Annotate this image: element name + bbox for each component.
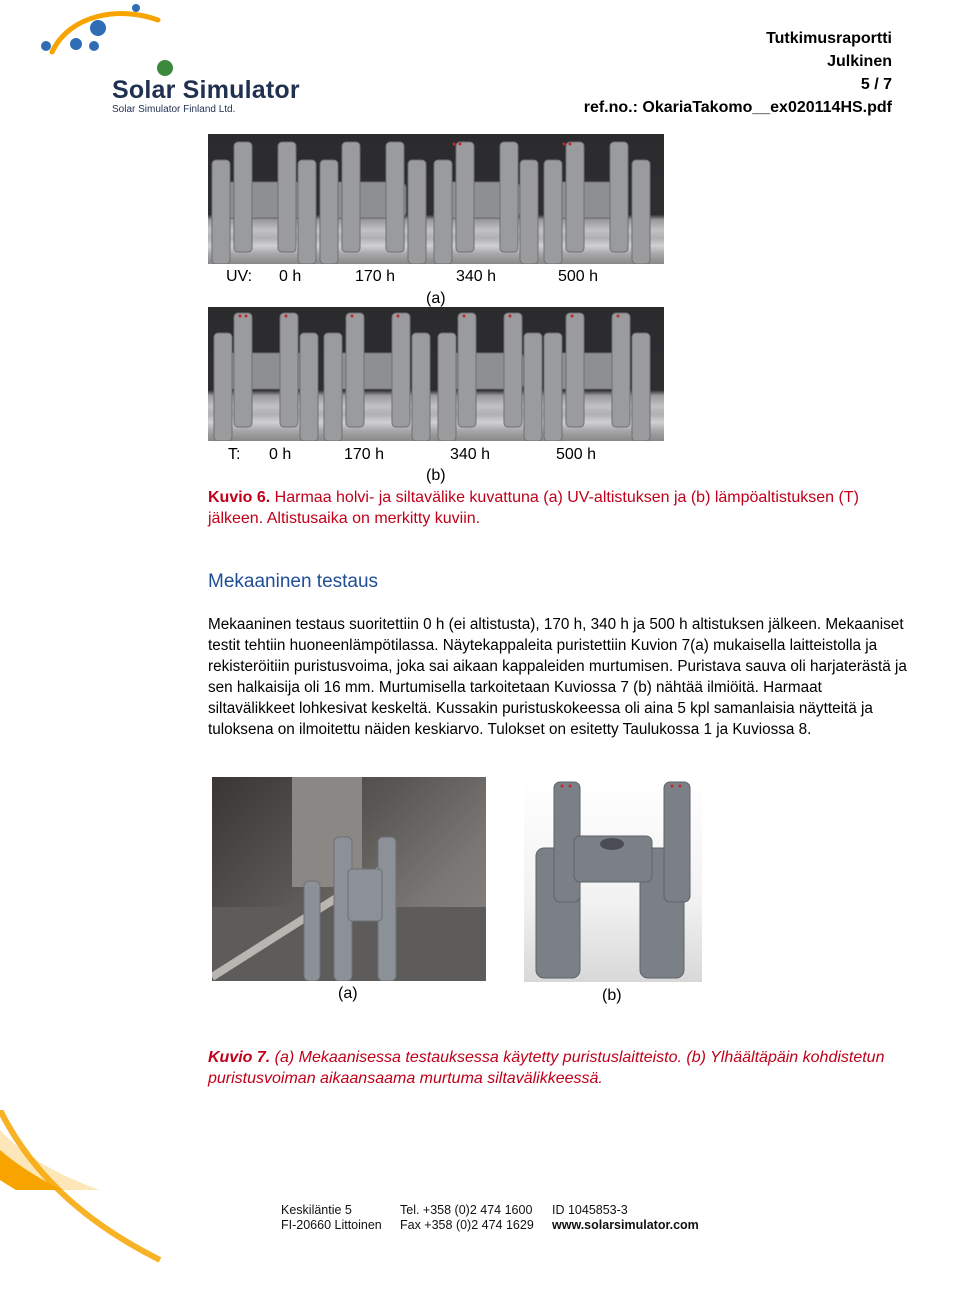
figure6-sub-b-label: (b) [426, 467, 446, 484]
document-classification: Julkinen [827, 53, 892, 70]
thermal-time-label: 170 h [344, 446, 385, 463]
uv-prefix-label: UV: [226, 268, 253, 285]
figure6-caption-label: Kuvio 6. [208, 489, 271, 506]
figure6-caption [208, 487, 898, 529]
figure6-caption-text: Harmaa holvi- ja siltavälike kuvattuna (a) UV-altistuksen ja (b) lämpöaltistuksen (T) jälkeen. Altistusaika on merkitty kuviin. [208, 489, 859, 527]
page-number: 5 / 7 [860, 76, 892, 93]
footer-phone: Tel. +358 (0)2 474 1600 [400, 1203, 533, 1217]
thermal-time-label: 0 h [269, 446, 292, 463]
footer-address-line2: FI-20660 Littoinen [281, 1218, 382, 1232]
thermal-exposure-photo [208, 307, 664, 441]
document-type: Tutkimusraportti [766, 30, 892, 47]
uv-time-label: 0 h [279, 268, 302, 285]
compression-rig-photo [212, 777, 486, 981]
document-reference: ref.no.: OkariaTakomo__ex020114HS.pdf [583, 99, 892, 116]
footer-business-id: ID 1045853-3 [552, 1203, 628, 1217]
thermal-time-label: 500 h [556, 446, 597, 463]
brand-name: Solar Simulator [112, 76, 300, 104]
section-heading: Mekaaninen testaus [208, 571, 379, 592]
brand-subtitle: Solar Simulator Finland Ltd. [112, 104, 236, 115]
figure7-sub-b-label: (b) [602, 987, 622, 1004]
figure7-caption [208, 1047, 898, 1089]
figure6-sub-a-label: (a) [426, 290, 446, 307]
footer-website-link[interactable]: www.solarsimulator.com [552, 1218, 699, 1232]
figure7-caption-label: Kuvio 7. [208, 1049, 271, 1066]
footer-address-line1: Keskiläntie 5 [281, 1203, 352, 1217]
figure7-sub-a-label: (a) [338, 985, 358, 1002]
uv-exposure-photo [208, 134, 664, 264]
uv-time-label: 500 h [558, 268, 599, 285]
company-logo-icon [30, 0, 190, 80]
figure7-caption-text: (a) Mekaanisessa testauksessa käytetty puristuslaitteisto. (b) Ylhäältäpäin kohdistetun puristusvoiman aikaansaama murtuma siltavälikkeessä. [208, 1049, 885, 1087]
footer-fax: Fax +358 (0)2 474 1629 [400, 1218, 534, 1232]
thermal-prefix-label: T: [228, 446, 241, 463]
fractured-spacer-photo [524, 778, 702, 982]
section-body: Mekaaninen testaus suoritettiin 0 h (ei altistusta), 170 h, 340 h ja 500 h altistuksen jälkeen. Mekaaniset testit tehtiin huoneenlämpötilassa. Näytekappaleita puristettiin Kuvion 7(a) mukaisella laitteistolla ja rekisteröitiin puristusvoima, joka sai aikaan kappaleiden murtumisen. Puristava sauva oli harjaterästä ja sen halkaisija oli 16 mm. Murtumisella tarkoitetaan Kuviossa 7 (b) nähtää ilmiöitä. Harmaat siltavälikkeet lohkesivat keskeltä. Kussakin puristuskokeessa oli aina 5 kpl samanlaisia näytteitä ja tuloksena on ilmoitettu näiden keskiarvo. Tulokset on esitetty Taulukossa 1 ja Kuviossa 8. [208, 616, 907, 738]
uv-time-label: 340 h [456, 268, 497, 285]
uv-time-label: 170 h [355, 268, 396, 285]
thermal-time-label: 340 h [450, 446, 491, 463]
